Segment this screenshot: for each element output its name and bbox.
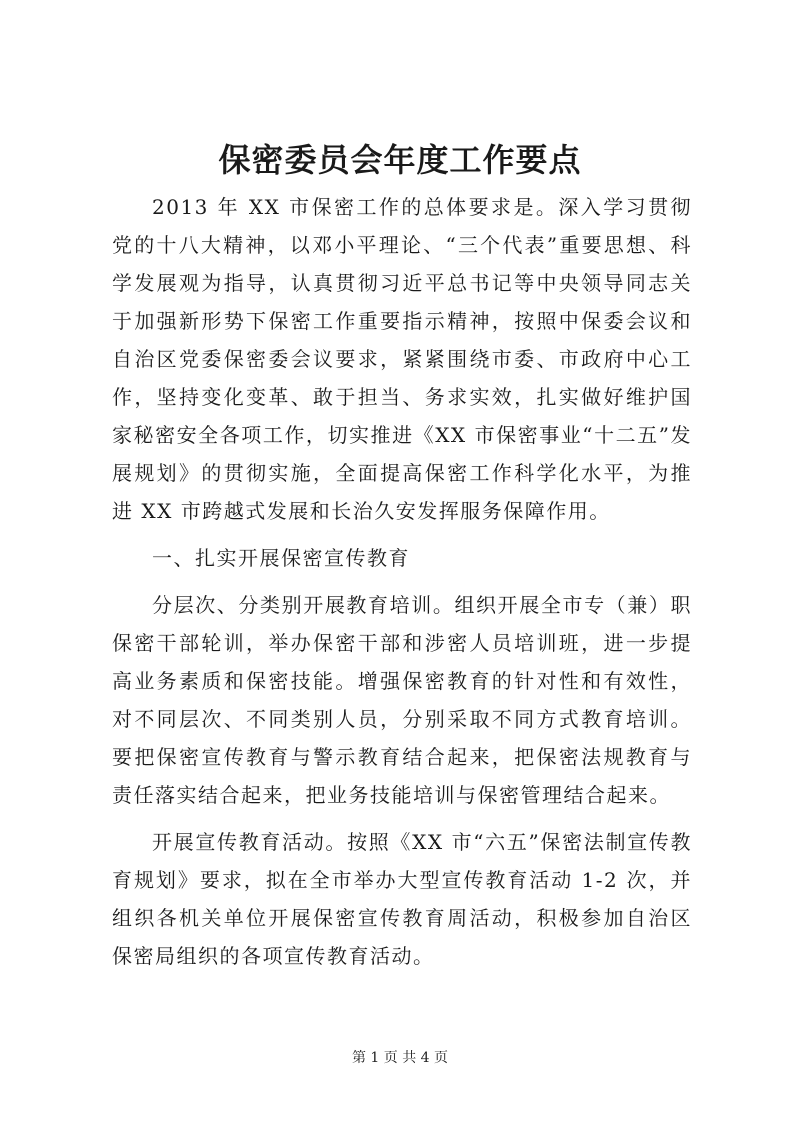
paragraph-education-activities: 开展宣传教育活动。按照《XX 市“六五”保密法制宣传教育规划》要求，拟在全市举办大型宣传教育活动 1-2 次，并组织各机关单位开展保密宣传教育周活动，积极参加自治区保密局组织的各项宣传教育活动。 [112, 830, 692, 968]
document-body [112, 188, 692, 975]
page-number-footer: 第 1 页 共 4 页 [351, 1050, 449, 1066]
paragraph-education-training: 分层次、分类别开展教育培训。组织开展全市专（兼）职保密干部轮训，举办保密干部和涉密人员培训班，进一步提高业务素质和保密技能。增强保密教育的针对性和有效性，对不同层次、不同类别人员，分别采取不同方式教育培训。要把保密宣传教育与警示教育结合起来，把保密法规教育与责任落实结合起来，把业务技能培训与保密管理结合起来。 [112, 593, 692, 807]
document-title: 保密委员会年度工作要点 [218, 141, 582, 179]
paragraph-general-requirements: 2013 年 XX 市保密工作的总体要求是。深入学习贯彻党的十八大精神，以邓小平理论、“三个代表”重要思想、科学发展观为指导，认真贯彻习近平总书记等中央领导同志关于加强新形势下保密工作重要指示精神，按照中保委会议和自治区党委保密委会议要求，紧紧围绕市委、市政府中心工作，坚持变化变革、敢于担当、务求实效，扎实做好维护国家秘密安全各项工作，切实推进《XX 市保密事业“十二五”发展规划》的贯彻实施，全面提高保密工作科学化水平，为推进 XX 市跨越式发展和长治久安发挥服务保障作用。 [112, 195, 692, 523]
section-heading-1: 一、扎实开展保密宣传教育 [152, 546, 410, 570]
